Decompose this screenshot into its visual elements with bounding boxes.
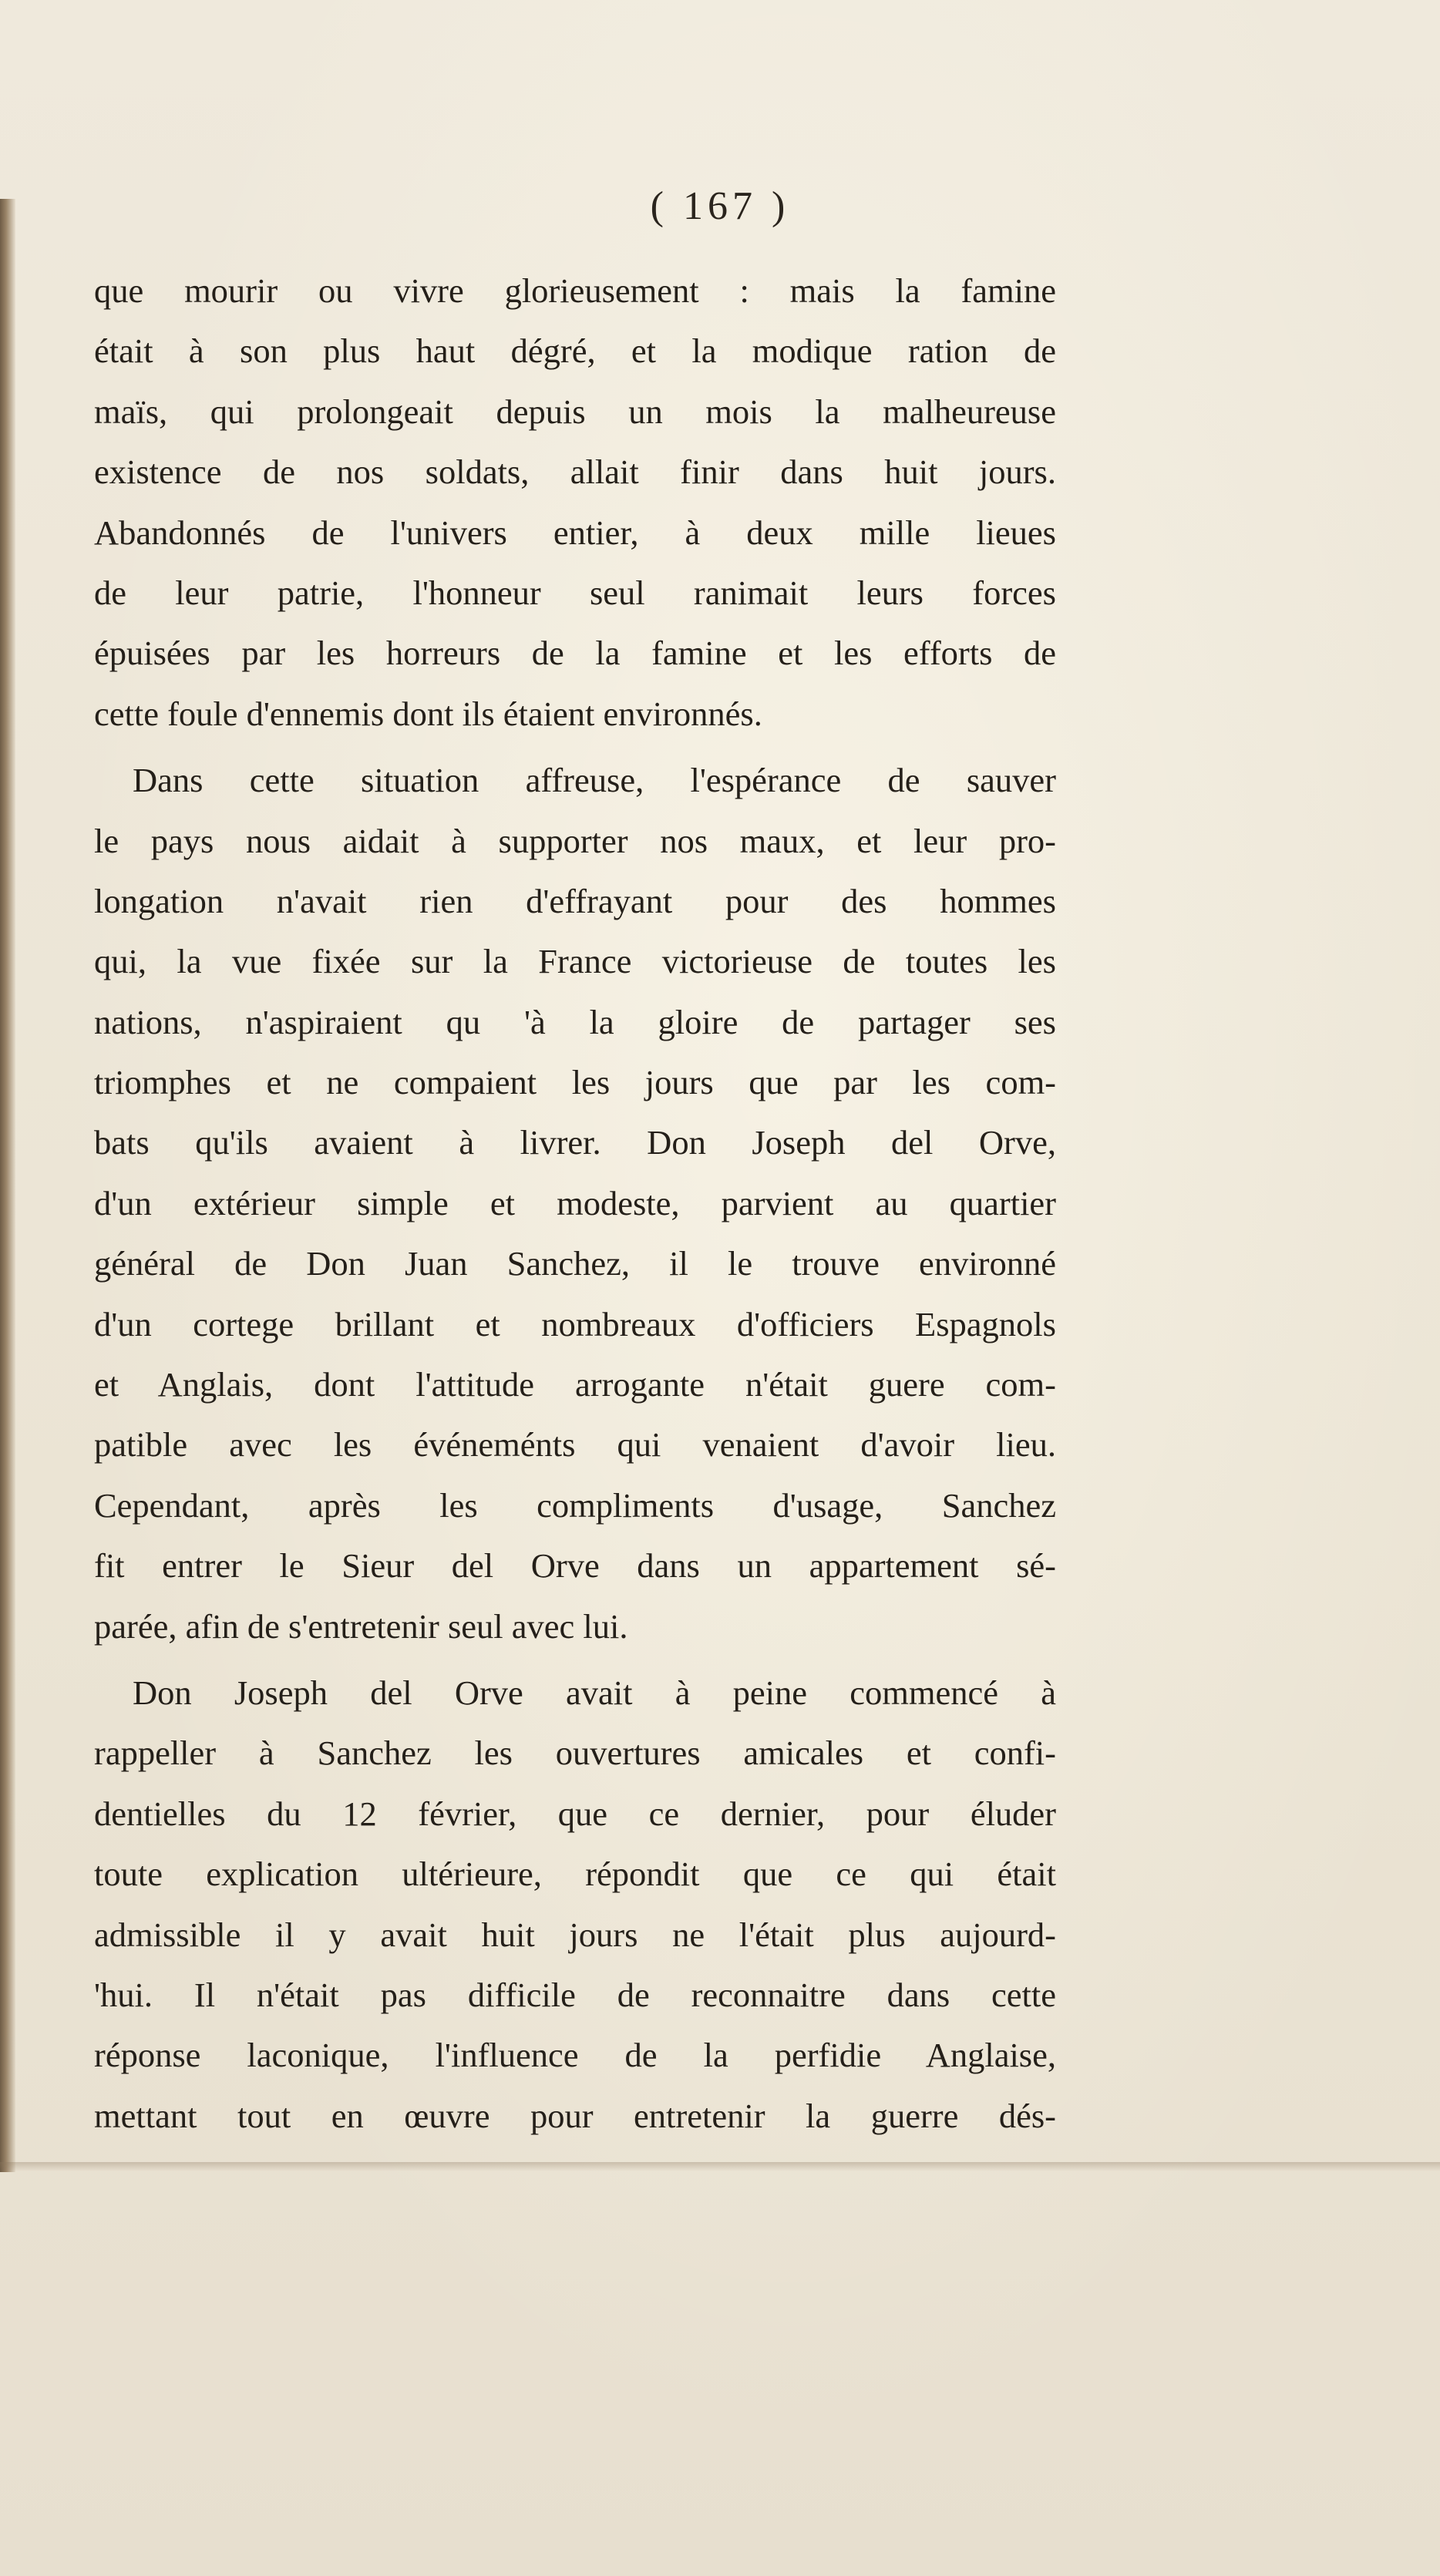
- text-line: de leur patrie, l'honneur seul ranimait leurs forces: [94, 573, 1056, 612]
- text-line: était à son plus haut dégré, et la modique ration de: [94, 331, 1056, 371]
- text-line: que mourir ou vivre glorieusement : mais la famine: [94, 271, 1056, 310]
- text-line: qui, la vue fixée sur la France victorieuse de toutes les: [94, 942, 1056, 981]
- text-line: admissible il y avait huit jours ne l'était plus aujourd-: [94, 1915, 1056, 1954]
- paragraph-gap: [94, 744, 1056, 750]
- text-line: triomphes et ne compaient les jours que par les com-: [94, 1063, 1056, 1102]
- text-line: fit entrer le Sieur del Orve dans un appartement sé-: [94, 1546, 1056, 1586]
- text-line: Don Joseph del Orve avait à peine commencé à: [133, 1673, 1056, 1712]
- text-line: existence de nos soldats, allait finir dans huit jours.: [94, 452, 1056, 492]
- text-line: réponse laconique, l'influence de la perfidie Anglaise,: [94, 2036, 1056, 2075]
- text-line: d'un extérieur simple et modeste, parvient au quartier: [94, 1183, 1056, 1222]
- text-line: patible avec les événeménts qui venaient d'avoir lieu.: [94, 1425, 1056, 1465]
- text-line: d'un cortege brillant et nombreaux d'officiers Espagnols: [94, 1304, 1056, 1343]
- paragraph-gap: [94, 1656, 1056, 1663]
- text-line: et Anglais, dont l'attitude arrogante n'était guere com-: [94, 1365, 1056, 1404]
- page-number: ( 167 ): [650, 184, 790, 228]
- text-line: toute explication ultérieure, répondit que ce qui était: [94, 1855, 1056, 1894]
- text-line: nations, n'aspiraient qu 'à la gloire de partager ses: [94, 1002, 1056, 1041]
- text-line: le pays nous aidait à supporter nos maux, et leur pro-: [94, 821, 1056, 860]
- text-line: mettant tout en œuvre pour entretenir la guerre dés-: [94, 2096, 1056, 2135]
- page-edge-shadow: [0, 2162, 1440, 2171]
- text-line: maïs, qui prolongeait depuis un mois la malheureuse: [94, 392, 1056, 431]
- text-line: cette foule d'ennemis dont ils étaient environnés.: [94, 694, 762, 733]
- text-line: 'hui. Il n'était pas difficile de reconnaitre dans cette: [94, 1975, 1056, 2014]
- text-line: bats qu'ils avaient à livrer. Don Joseph del Orve,: [94, 1123, 1056, 1162]
- text-line: rappeller à Sanchez les ouvertures amicales et confi-: [94, 1734, 1056, 1773]
- text-line: Cependant, après les compliments d'usage, Sanchez: [94, 1485, 1056, 1525]
- text-line: longation n'avait rien d'effrayant pour des hommes: [94, 881, 1056, 920]
- text-line: épuisées par les horreurs de la famine et les efforts de: [94, 634, 1056, 673]
- text-line: parée, afin de s'entretenir seul avec lui.: [94, 1606, 628, 1646]
- body-text: [94, 261, 1056, 2146]
- text-line: dentielles du 12 février, que ce dernier, pour éluder: [94, 1794, 1056, 1833]
- binding-edge: [0, 199, 15, 2172]
- text-line: Dans cette situation affreuse, l'espérance de sauver: [133, 761, 1056, 800]
- text-line: Abandonnés de l'univers entier, à deux mille lieues: [94, 513, 1056, 552]
- text-line: général de Don Juan Sanchez, il le trouve environné: [94, 1244, 1056, 1283]
